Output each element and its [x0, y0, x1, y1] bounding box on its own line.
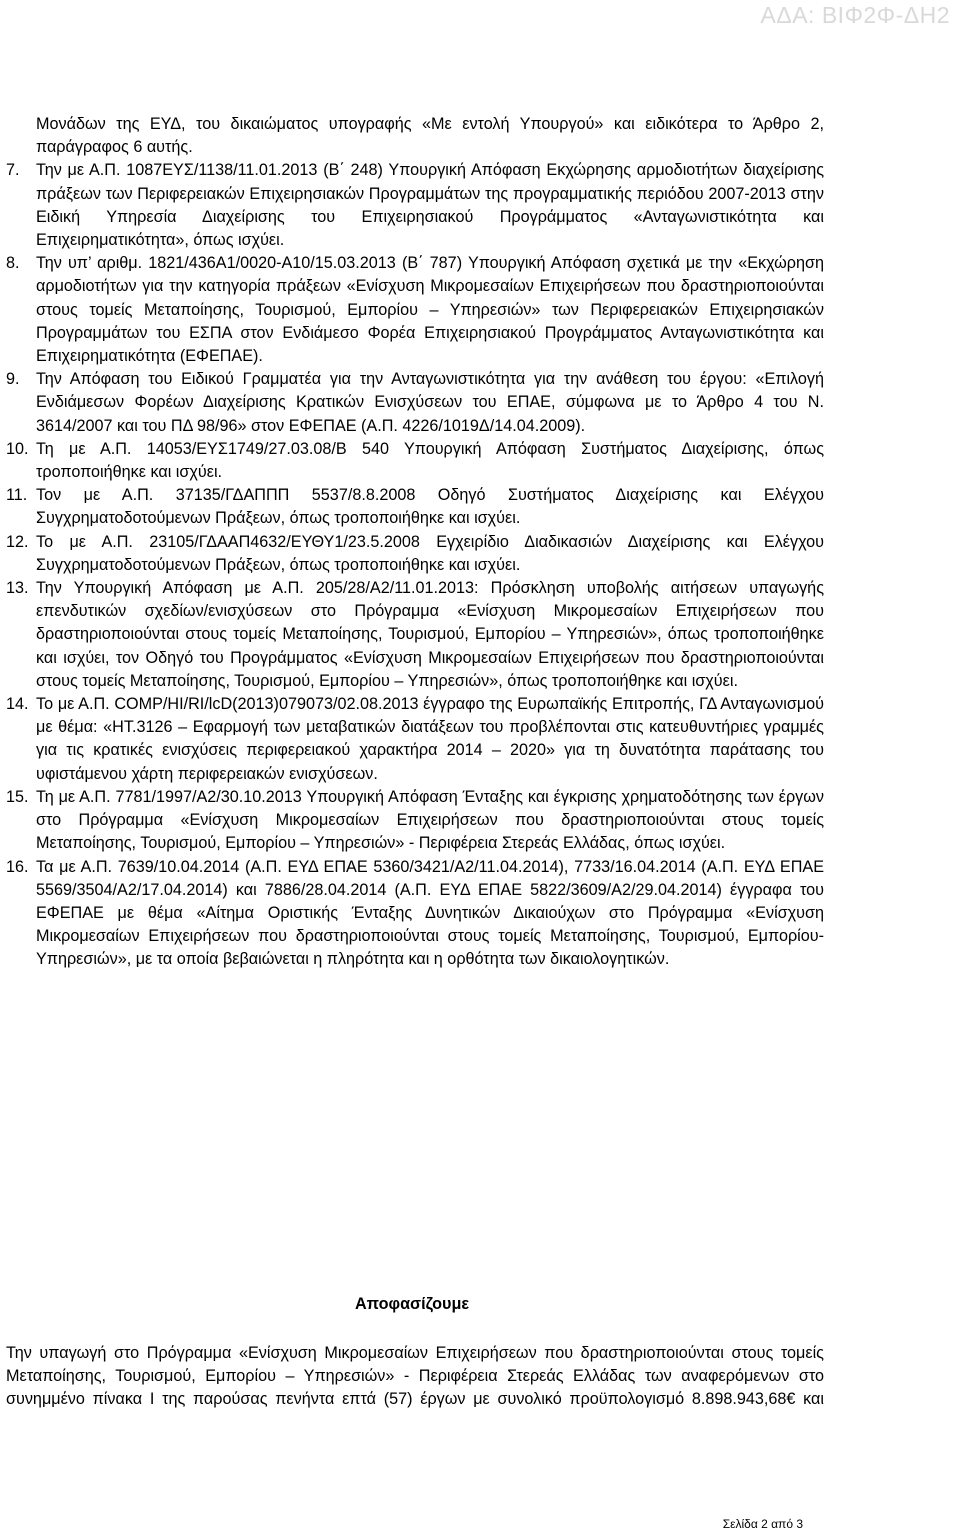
decision-paragraph: Την υπαγωγή στο Πρόγραμμα «Ενίσχυση Μικρομεσαίων Επιχειρήσεων που δραστηριοποιούνται στους τομείς Μεταποίησης, Τουρισμού, Εμπορίου – Υπηρεσιών» - Περιφέρεια Στερεάς Ελλάδας των αναφερόμενων στο συνημμένο πίνακα Ι της παρούσας πενήντα επτά (57) έργων με συνολικό προϋπολογισμό 8.898.943,68€ και	[6, 1344, 824, 1409]
list-item	[6, 693, 824, 786]
list-item	[6, 159, 824, 252]
item-text: Την με Α.Π. 1087ΕΥΣ/1138/11.01.2013 (Β΄ 248) Υπουργική Απόφαση Εκχώρησης αρμοδιοτήτων διαχείρισης πράξεων των Περιφερειακών Επιχειρησιακών Προγραμμάτων της προγραμματικής περιόδου 2007-2013 στην Ειδική Υπηρεσία Διαχείρισης του Επιχειρησιακού Προγράμματος «Ανταγωνιστικότητα και Επιχειρηματικότητα», όπως ισχύει.	[36, 161, 824, 250]
item-number: 15.	[6, 787, 29, 806]
item-number: 13.	[6, 579, 29, 598]
decision-heading: Αποφασίζουμε	[354, 1295, 470, 1313]
item-text: Την Απόφαση του Ειδικού Γραμματέα για την Ανταγωνιστικότητα για την ανάθεση του έργου: «Επιλογή Ενδιάμεσων Φορέων Διαχείρισης Κρατικών Ενισχύσεων του ΕΠΑΕ, σύμφωνα με το Άρθρο 4 του Ν. 3614/2007 και του ΠΔ 98/96» στον ΕΦΕΠΑΕ (Α.Π. 4226/1019Δ/14.04.2009).	[36, 370, 824, 435]
list-item	[6, 484, 824, 530]
page-number: Σελίδα 2 από 3	[722, 1517, 803, 1531]
item-number: 9.	[6, 370, 20, 389]
list-item	[6, 531, 824, 577]
item-text: Την Υπουργική Απόφαση με Α.Π. 205/28/Α2/11.01.2013: Πρόσκληση υποβολής αιτήσεων υπαγωγής επενδυτικών σχεδίων/ενισχύσεων στο Πρόγραμμα «Ενίσχυση Μικρομεσαίων Επιχειρήσεων που δραστηριοποιούνται στους τομείς Μεταποίησης, Τουρισμού, Εμπορίου – Υπηρεσιών», όπως τροποποιήθηκε και ισχύει, τον Οδηγό του Προγράμματος «Ενίσχυση Μικρομεσαίων Επιχειρήσεων που δραστηριοποιούνται στους τομείς Μεταποίησης, Τουρισμού, Εμπορίου – Υπηρεσιών», όπως τροποποιήθηκε και ισχύει.	[36, 579, 824, 690]
item-number: 11.	[6, 486, 28, 505]
item-text: Την υπ’ αριθμ. 1821/436Α1/0020-Α10/15.03.2013 (Β΄ 787) Υπουργική Απόφαση σχετικά με την «Εκχώρηση αρμοδιοτήτων για την κατηγορία πράξεων «Ενίσχυση Μικρομεσαίων Επιχειρήσεων που δραστηριοποιούνται στους τομείς Μεταποίησης, Τουρισμού, Εμπορίου – Υπηρεσιών» των Περιφερειακών Επιχειρησιακών Προγραμμάτων του ΕΣΠΑ στον Ενδιάμεσο Φορέα Επιχειρησιακού Προγράμματος Ανταγωνιστικότητα και Επιχειρηματικότητα (ΕΦΕΠΑΕ).	[36, 254, 824, 366]
item-text: Το με Α.Π. 23105/ΓΔΑΑΠ4632/ΕΥΘΥ1/23.5.2008 Εγχειρίδιο Διαδικασιών Διαχείρισης και Ελέγχου Συγχρηματοδοτούμενων Πράξεων, όπως τροποποιήθηκε και ισχύει.	[36, 532, 824, 574]
item-number: 10.	[6, 439, 29, 458]
list-item	[6, 577, 824, 693]
item-text: Τη με Α.Π. 7781/1997/Α2/30.10.2013 Υπουργική Απόφαση Ένταξης και έγκρισης χρηματοδότησης των έργων στο Πρόγραμμα «Ενίσχυση Μικρομεσαίων Επιχειρήσεων που δραστηριοποιούνται στους τομείς Μεταποίησης, Τουρισμού, Εμπορίου – Υπηρεσιών» - Περιφέρεια Στερεάς Ελλάδας, όπως ισχύει.	[36, 787, 824, 853]
list-item	[6, 438, 824, 484]
list-item	[6, 856, 824, 972]
document-body	[0, 113, 960, 972]
item-number: 7.	[6, 161, 20, 180]
ada-header: ΑΔΑ: ΒΙΦ2Φ-ΔΗ2	[760, 2, 950, 28]
item-number: 12.	[6, 532, 29, 551]
considerations-list	[0, 159, 960, 971]
item-number: 8.	[6, 254, 20, 273]
list-item	[6, 368, 824, 438]
item-number: 14.	[6, 695, 29, 714]
list-item	[6, 786, 824, 856]
item-text: Τον με Α.Π. 37135/ΓΔΑΠΠΠ 5537/8.8.2008 Οδηγό Συστήματος Διαχείρισης και Ελέγχου Συγχρηματοδοτούμενων Πράξεων, όπως τροποποιήθηκε και ισχύει.	[36, 486, 824, 528]
item-text: Τα με Α.Π. 7639/10.04.2014 (Α.Π. ΕΥΔ ΕΠΑΕ 5360/3421/Α2/11.04.2014), 7733/16.04.2014 (Α.Π. ΕΥΔ ΕΠΑΕ 5569/3504/Α2/17.04.2014) και 7886/28.04.2014 (Α.Π. ΕΥΔ ΕΠΑΕ 5822/3609/Α2/29.04.2014) έγγραφα του ΕΦΕΠΑΕ με θέμα «Αίτημα Οριστικής Ένταξης Δυνητικών Δικαιούχων στο Πρόγραμμα «Ενίσχυση Μικρομεσαίων Επιχειρήσεων που δραστηριοποιούνται στους τομείς Μεταποίησης, Τουρισμού, Εμπορίου- Υπηρεσιών», με τα οποία βεβαιώνεται η πληρότητα και η ορθότητα των δικαιολογητικών.	[36, 857, 824, 969]
item-text: Το με Α.Π. COMP/HI/RI/lcD(2013)079073/02.08.2013 έγγραφο της Ευρωπαϊκής Επιτροπής, ΓΔ Ανταγωνισμού με θέμα: «ΗΤ.3126 – Εφαρμογή των μεταβατικών διατάξεων του προβλέπονται στις κατευθυντήριες γραμμές για τις κρατικές ενισχύσεις περιφερειακού χαρακτήρα 2014 – 2020» για τη δυνατότητα παράτασης του υφιστάμενου χάρτη περιφερειακών ενισχύσεων.	[36, 695, 824, 783]
intro-continuation: Μονάδων της ΕΥΔ, του δικαιώματος υπογραφής «Με εντολή Υπουργού» και ειδικότερα το Άρθρο 2, παράγραφος 6 αυτής.	[36, 115, 824, 157]
list-item	[6, 252, 824, 368]
item-text: Τη με Α.Π. 14053/ΕΥΣ1749/27.03.08/Β 540 Υπουργική Απόφαση Συστήματος Διαχείρισης, όπως τροποποιήθηκε και ισχύει.	[36, 439, 824, 482]
item-number: 16.	[6, 857, 29, 876]
